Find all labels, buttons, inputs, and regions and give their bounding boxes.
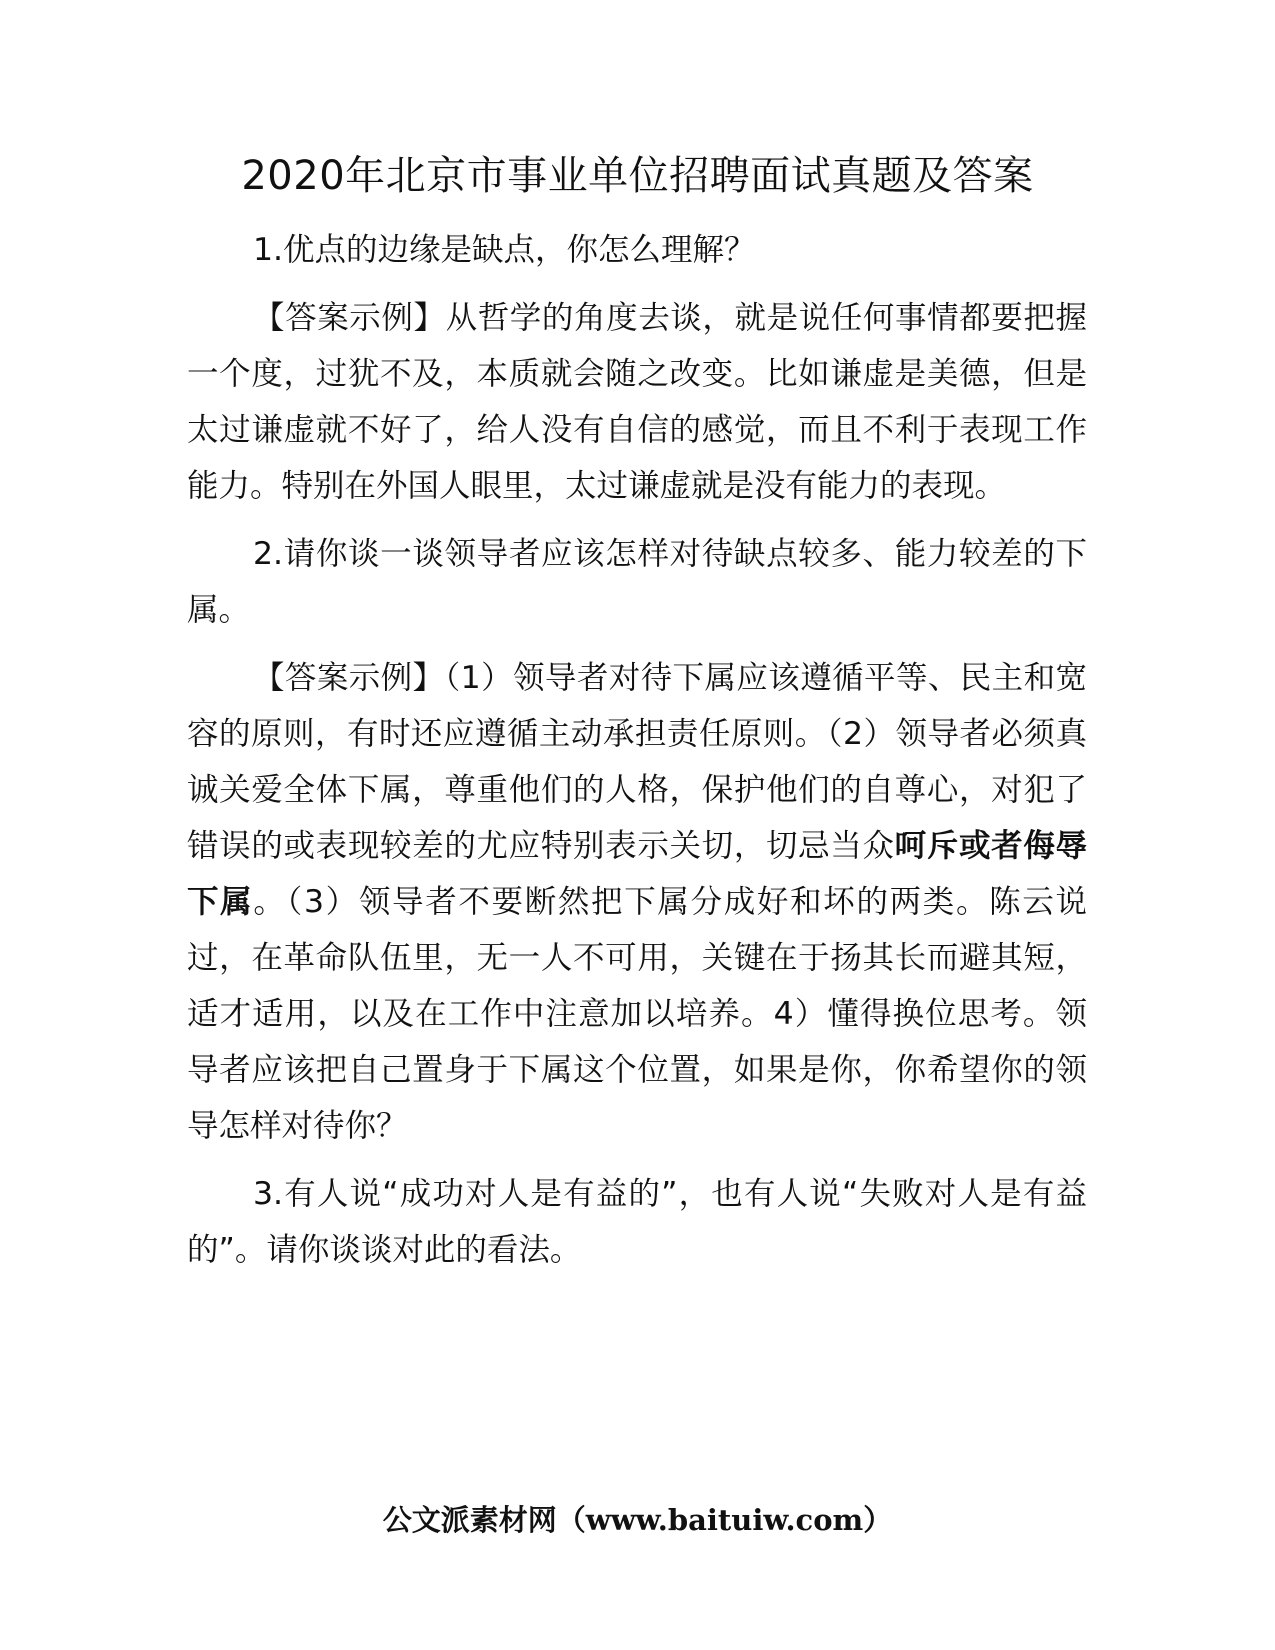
question-1: 1.优点的边缘是缺点，你怎么理解？ [253,232,756,268]
answer-2-part-2: 。（3）领导者不要断然把下属分成好和坏的两类。陈云说过，在革命队伍里，无一人不可用，关键在于扬其长而避其短，适才适用，以及在工作中注意加以培养。4）懂得换位思考。领导者应该把自己置身于下属这个位置，如果是你，你希望你的领导怎样对待你？ [187,884,1087,1144]
footer-source: 公文派素材网（www.baituiw.com） [382,1503,893,1537]
answer-2-bold-run: 呵斥或者侮辱下属 [187,828,1087,920]
document-title: 2020年北京市事业单位招聘面试真题及答案 [241,153,1034,199]
answer-2-part-1: 【答案示例】（1）领导者对待下属应该遵循平等、民主和宽容的原则，有时还应遵循主动承担责任原则。（2）领导者必须真诚关爱全体下属，尊重他们的人格，保护他们的自尊心，对犯了错误的或表现较差的尤应特别表示关切，切忌当众 [187,660,1087,864]
question-3: 3.有人说“成功对人是有益的”，也有人说“失败对人是有益的”。请你谈谈对此的看法。 [187,1176,1087,1268]
question-2: 2.请你谈一谈领导者应该怎样对待缺点较多、能力较差的下属。 [187,536,1087,628]
answer-2 [187,650,1087,1154]
document-body [187,222,1087,1290]
answer-1: 【答案示例】从哲学的角度去谈，就是说任何事情都要把握一个度，过犹不及，本质就会随之改变。比如谦虚是美德，但是太过谦虚就不好了，给人没有自信的感觉，而且不利于表现工作能力。特别在外国人眼里，太过谦虚就是没有能力的表现。 [187,300,1087,504]
